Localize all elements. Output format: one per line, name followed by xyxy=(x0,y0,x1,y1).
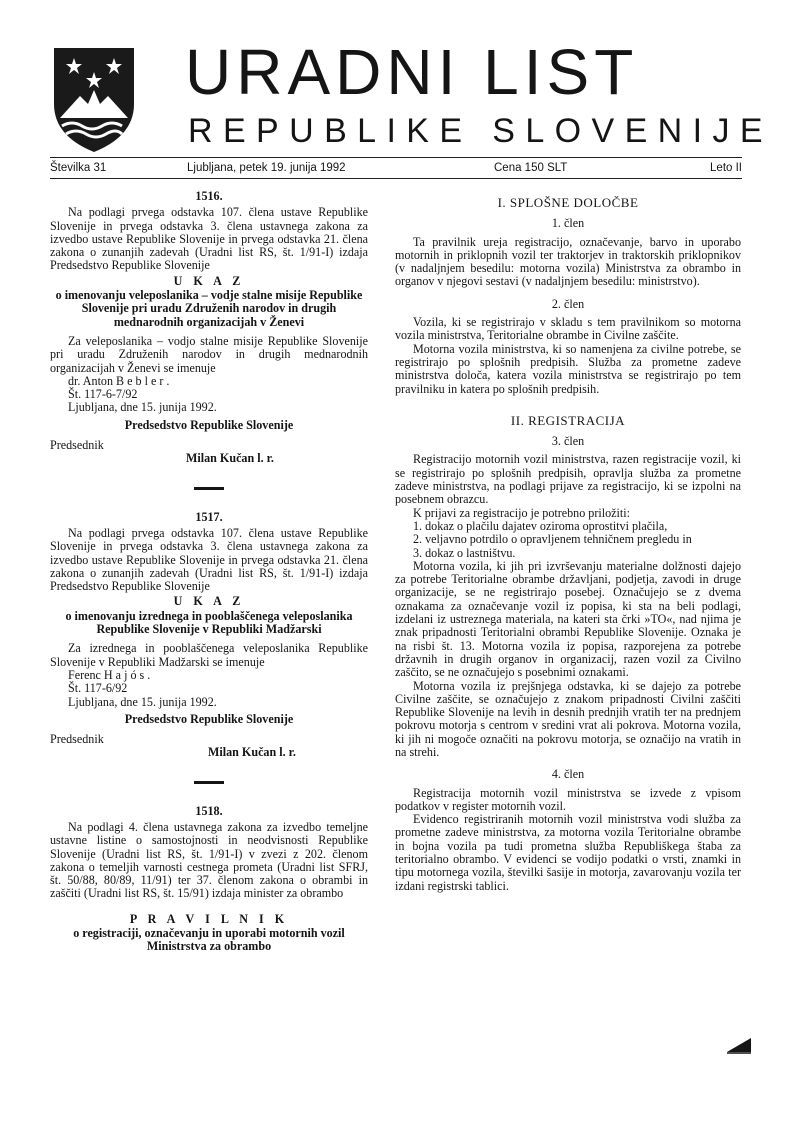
section-separator xyxy=(194,781,224,784)
act-type: U K A Z xyxy=(173,273,245,288)
signer-name: Milan Kučan l. r. xyxy=(208,745,296,760)
article-text: Vozila, ki se registrirajo v skladu s tem pravilnikom so motorna vozila ministrstva, Teritorialne obrambe in Civilne zaščite. xyxy=(395,315,741,343)
act-intro: Na podlagi prvega odstavka 107. člena ustave Republike Slovenije in prvega odstavka 3. člena ustavnega zakona za izvedbo ustave Republike Slovenije in prvega odstavka 21. člena zakona o zunanjih zadevah (Uradni list RS, št. 1/91-I) izdaja Predsedstvo Republike Slovenije xyxy=(50,525,368,594)
page-corner-arrow-icon xyxy=(727,1036,751,1054)
act-heading: o imenovanju veleposlanika – vodje stalne misije Republike Slovenije pri uradu Združenih narodov in drugih mednarodnih organizacijah v Ženevi xyxy=(55,288,363,329)
act-number: 1518. xyxy=(195,803,223,818)
act-place-date: Ljubljana, dne 15. junija 1992. xyxy=(68,400,217,415)
masthead-title: URADNI LIST xyxy=(185,36,639,108)
act-intro: Na podlagi prvega odstavka 107. člena ustave Republike Slovenije in prvega odstavka 3. člena ustavnega zakona za izvedbo ustave Republike Slovenije in prvega odstavka 21. člena zakona o zunanjih zadevah (Uradni list RS, št. 1/91-I) izdaja Predsedstvo Republike Slovenije xyxy=(50,205,368,273)
list-item: 2. veljavno potrdilo o opravljenem tehničnem pregledu in xyxy=(413,532,692,547)
act-type: U K A Z xyxy=(173,594,245,609)
right-column xyxy=(395,190,741,893)
article-text: Ta pravilnik ureja registracijo, označevanje, barvo in uporabo motornih in priklopnih vozil ter traktorjev in traktorskih priklopnikov (v nadaljnjem besedilu: motorna vozila) Ministrstva za obrambo in organov v njegovi sestavi (v nadaljnjem besedilu: ministrstvo). xyxy=(395,234,741,289)
act-type: P R A V I L N I K xyxy=(129,911,289,926)
act-appointee: dr. Anton B e b l e r . xyxy=(68,373,170,388)
masthead-rule-top xyxy=(50,157,742,158)
act-number: 1516. xyxy=(195,189,223,203)
act-issuer: Predsedstvo Republike Slovenije xyxy=(124,417,294,432)
article-text: K prijavi za registracijo je potrebno priložiti: xyxy=(413,505,630,520)
article-text: Evidenco registriranih motornih vozil ministrstva vodi služba za prometne zadeve ministrstva, za motorna vozila Teritorialne obrambe in bojna vozila pa tudi prometna služba Republiškega štaba za teritorialno obrambo. V evidenci se vodijo podatki o vrsti, znamki in tipu motornega vozila, številki šasije in motorja, zavarovanju vozila ter izdani registrski tablici. xyxy=(395,812,741,893)
issue-bar xyxy=(50,160,742,178)
act-heading: o registraciji, označevanju in uporabi motornih vozil Ministrstva za obrambo xyxy=(73,926,345,954)
section-heading: II. REGISTRACIJA xyxy=(510,412,626,428)
issue-year: Leto II xyxy=(710,162,742,174)
article-text: Motorna vozila iz prejšnjega odstavka, ki se dajejo za potrebe Civilne zaščite, se označujejo z znakom pripadnosti Civilni zaščiti Republike Slovenije na levih in desnih prednjih vratih ter na prednjem pokrovu motorja s centrom v sredini vrat ali pokrova. Motorna vozila, ki jih ni mogoče označiti na pokrovu motorja, se označijo na vratih in na strehi. xyxy=(395,678,741,759)
article-number: 2. člen xyxy=(551,296,585,311)
act-reference: Št. 117-6/92 xyxy=(68,681,128,696)
list-item: 1. dokaz o plačilu dajatev oziroma oprostitvi plačila, xyxy=(413,518,668,533)
left-column xyxy=(50,190,368,960)
act-number: 1517. xyxy=(195,509,223,524)
article-number: 1. člen xyxy=(551,216,585,231)
signer-title: Predsednik xyxy=(50,438,104,453)
list-item: 3. dokaz o lastništvu. xyxy=(413,545,516,560)
act-reference: Št. 117-6-7/92 xyxy=(68,387,138,402)
article-text: Motorna vozila ministrstva, ki so namenjena za civilne potrebe, se registrirajo po splošnih predpisih. Služba za prometne zadeve ministrstva določa, katera vozila ministrstva se registrirajo po tem pravilniku in katera po splošnih predpisih. xyxy=(395,341,741,396)
act-body: Za izrednega in pooblaščenega veleposlanika Republike Slovenije v Republiki Madžarski se imenuje xyxy=(50,641,368,669)
section-separator xyxy=(194,487,224,490)
issue-date: Ljubljana, petek 19. junija 1992 xyxy=(187,162,346,174)
act-body: Za veleposlanika – vodjo stalne misije Republike Slovenije pri uradu Združenih narodov in drugih mednarodnih organizacijah v Ženevi se imenuje xyxy=(50,333,368,375)
signer-name: Milan Kučan l. r. xyxy=(186,451,274,466)
act-heading: o imenovanju izrednega in pooblaščenega veleposlanika Republike Slovenije v Republiki Madžarski xyxy=(65,608,353,637)
masthead-rule-bottom xyxy=(50,178,742,179)
slovenian-coat-of-arms-logo xyxy=(50,44,138,156)
signer-title: Predsednik xyxy=(50,732,104,747)
article-text: Motorna vozila, ki jih pri izvrševanju materialne dolžnosti dajejo za potrebe Teritorialne obrambe državljani, podjetja, zavodi in druge organizacije, se ne registrirajo posebej. Označujejo se z dvema oznakama za označevanje vozil iz popisa, ki sta na beli podlagi, izdelani iz ustreznega materiala, na kateri sta črki »TO«, nad njima je znak pripadnosti Teritorialni obrambi Republike Slovenije. Oznaka je na risbi št. 13. Motorna vozila iz popisa, razporejena za potrebe državnih in drugih organov in organizacij, razen vozil za Civilno zaščito, se ne označujejo s posebnimi oznakami. xyxy=(395,558,741,680)
article-number: 4. člen xyxy=(551,767,585,782)
issue-number: Številka 31 xyxy=(50,162,107,174)
article-text: Registracijo motornih vozil ministrstva, razen registracije vozil, ki se registrirajo po splošnih predpisih, opravlja služba za prometne zadeve ministrstva, na podlagi prijave za registracijo, ki se izpolni na posebnem obrazcu. xyxy=(395,452,741,507)
issue-price: Cena 150 SLT xyxy=(494,162,568,174)
section-heading: I. SPLOŠNE DOLOČBE xyxy=(497,195,639,210)
act-place-date: Ljubljana, dne 15. junija 1992. xyxy=(68,694,217,709)
act-appointee: Ferenc H a j ó s . xyxy=(68,667,151,682)
act-intro: Na podlagi 4. člena ustavnega zakona za izvedbo temeljne ustavne listine o samostojnosti in neodvisnosti Republike Slovenije (Uradni list RS, št. 1/91-I) v zvezi z 202. členom zakona o temeljih varnosti cestnega prometa (Uradni list SFRJ, št. 50/88, 80/89, 11/91) ter 37. členom zakona o obrambi in zaščiti (Uradni list RS, št. 15/91) izdaja minister za obrambo xyxy=(50,819,368,901)
article-text: Registracija motornih vozil ministrstva se izvede z vpisom podatkov v register motornih vozil. xyxy=(395,785,741,813)
masthead-subtitle: REPUBLIKE SLOVENIJE xyxy=(188,112,773,150)
act-issuer: Predsedstvo Republike Slovenije xyxy=(124,711,294,726)
article-number: 3. člen xyxy=(551,434,585,449)
